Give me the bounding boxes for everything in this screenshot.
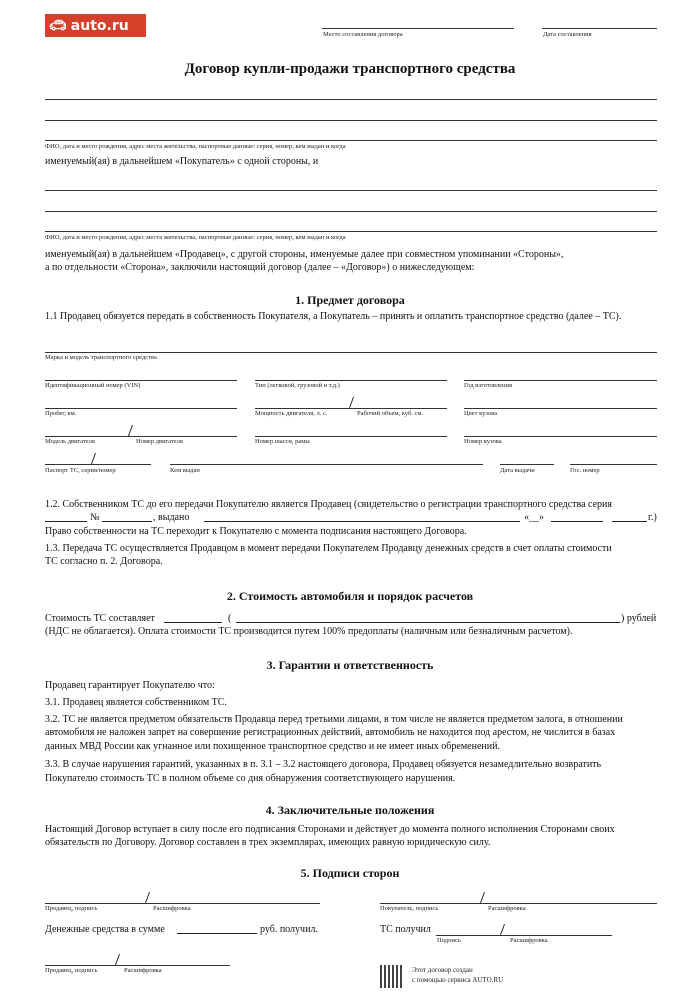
slash-separator <box>145 892 150 903</box>
vin-field[interactable] <box>45 380 237 381</box>
field-caption: Подпись <box>437 937 461 944</box>
buyer-text: именуемый(ая) в дальнейшем «Покупатель» с одной стороны, и <box>45 156 319 167</box>
color-field[interactable] <box>464 408 657 409</box>
field-caption: Цвет кузова <box>464 410 498 417</box>
paren: ( <box>228 613 232 624</box>
car-received-label: ТС получил <box>380 924 431 935</box>
footer-text: Этот договор создан <box>412 966 473 974</box>
month-field[interactable] <box>551 511 603 522</box>
slash-separator <box>128 425 133 436</box>
buyer-signature-field[interactable] <box>380 903 657 904</box>
clause-3-2: 3.2. ТС не является предметом обязательств Продавца перед третьими лицами, в том числе не является предметом залога, в отношении <box>45 714 623 725</box>
clause-1-1: 1.1 Продавец обязуется передать в собственность Покупателя, а Покупатель – принять и оплатить транспортное средство (далее – ТС). <box>45 311 622 322</box>
field-caption: Расшифровка <box>124 967 162 974</box>
field-caption: Модель двигателя <box>45 438 95 445</box>
plate-field[interactable] <box>570 464 657 465</box>
section-5-heading: 5. Подписи сторон <box>300 866 400 880</box>
seller-field-line[interactable] <box>45 231 657 232</box>
field-caption: Тип (легковой, грузовой и т.д.) <box>255 382 340 389</box>
section-4-heading: 4. Заключительные положения <box>265 803 435 817</box>
certificate-issued-by-field[interactable] <box>204 511 520 522</box>
series-field[interactable] <box>45 511 87 522</box>
seller-field-line[interactable] <box>45 211 657 212</box>
slash-separator <box>115 954 120 965</box>
mileage-field[interactable] <box>45 408 237 409</box>
clause-1-3: ТС согласно п. 2. Договора. <box>45 556 163 567</box>
number-sign: № <box>90 512 100 523</box>
field-caption: Номер кузова <box>464 438 502 445</box>
seller-text: а по отдельности «Сторона», заключили настоящий договор (далее – «Договор») о нижеследующем: <box>45 262 475 273</box>
payment-text: (НДС не облагается). Оплата стоимости ТС производится путем 100% предоплаты (наличным или безналичным расчетом). <box>45 626 573 637</box>
seller-money-signature-field[interactable] <box>45 965 230 966</box>
document-title: Договор купли-продажи транспортного средства <box>184 61 516 77</box>
clause-1-2: 1.2. Собственником ТС до его передачи Покупателю является Продавец (свидетельство о регистрации транспортного средства серия <box>45 499 613 510</box>
rubles-label: ) рублей <box>621 613 657 624</box>
clause-3-3: 3.3. В случае нарушения гарантий, указанных в п. 3.1 – 3.2 настоящего договора, Продавец обязуется незамедлительно возвратить <box>45 759 602 770</box>
auto-ru-logo: 🚗︎ auto.ru <box>45 14 146 37</box>
money-amount-field[interactable] <box>177 923 257 934</box>
issue-date-field[interactable] <box>500 464 554 465</box>
car-received-signature-field[interactable] <box>436 935 612 936</box>
clause-1-3: 1.3. Передача ТС осуществляется Продавцом в момент передачи Покупателем Продавцу денежных средств в счет оплаты стоимости <box>45 543 612 554</box>
field-caption: Кем выдан <box>170 467 200 474</box>
price-field[interactable] <box>164 612 222 623</box>
field-caption: Дата выдачи <box>500 467 535 474</box>
seller-signature-field[interactable] <box>45 903 320 904</box>
body-number-field[interactable] <box>464 436 657 437</box>
engine-field[interactable] <box>45 436 237 437</box>
date-caption: Дата составления <box>543 31 592 38</box>
year-field[interactable] <box>464 380 657 381</box>
field-caption: Идентификационный номер (VIN) <box>45 382 141 389</box>
year-suffix: г.) <box>648 512 657 523</box>
field-caption: Расшифровка <box>488 905 526 912</box>
clause-text: Продавец гарантирует Покупателю что: <box>45 680 215 691</box>
field-caption: Номер шасси, рамы <box>255 438 310 445</box>
clause-3-1: 3.1. Продавец является собственником ТС. <box>45 697 227 708</box>
field-caption: Номер двигателя <box>136 438 183 445</box>
type-field[interactable] <box>255 380 447 381</box>
slash-separator <box>349 397 354 408</box>
year-field[interactable] <box>612 511 647 522</box>
buyer-field-line[interactable] <box>45 140 657 141</box>
final-text: Настоящий Договор вступает в силу после его подписания Сторонами и действует до момента полного исполнения Сторонами своих <box>45 824 615 835</box>
seller-text: именуемый(ая) в дальнейшем «Продавец», с другой стороны, именуемые далее при совместном упоминании «Стороны», <box>45 249 564 260</box>
day-field: «__» <box>524 512 544 523</box>
field-caption: Мощность двигателя, л. с. <box>255 410 328 417</box>
buyer-field-line[interactable] <box>45 120 657 121</box>
party-caption: ФИО, дата и место рождения, адрес места жительства, паспортные данные: серия, номер, кем выдан и когда <box>45 234 346 241</box>
section-3-heading: 3. Гарантии и ответственность <box>266 658 434 672</box>
power-volume-field[interactable] <box>255 408 447 409</box>
field-caption: Продавец, подпись <box>45 967 98 974</box>
clause-3-3: Покупателю стоимость ТС в полном объеме со дня обнаружения соответствующего нарушения. <box>45 773 456 784</box>
place-caption: Место составления договора <box>323 31 403 38</box>
place-field[interactable] <box>322 28 514 29</box>
chassis-field[interactable] <box>255 436 447 437</box>
money-label: Денежные средства в сумме <box>45 924 165 935</box>
buyer-field-line[interactable] <box>45 99 657 100</box>
field-caption: Продавец, подпись <box>45 905 98 912</box>
price-label: Стоимость ТС составляет <box>45 613 155 624</box>
passport-field[interactable] <box>45 464 151 465</box>
make-field[interactable] <box>45 352 657 353</box>
footer-text: с помощью сервиса AUTO.RU <box>412 976 504 984</box>
final-text: обязательств по Договору. Договор составлен в трех экземплярах, имеющих равную юридическую силу. <box>45 837 491 848</box>
slash-separator <box>480 892 485 903</box>
price-words-field[interactable] <box>236 612 620 623</box>
number-field[interactable] <box>102 511 152 522</box>
section-1-heading: 1. Предмет договора <box>295 293 405 307</box>
field-caption: Марка и модель транспортного средства <box>45 354 157 361</box>
clause-1-2-text: Право собственности на ТС переходит к Покупателю с момента подписания настоящего Договора. <box>45 526 467 537</box>
slash-separator <box>91 453 96 464</box>
section-2-heading: 2. Стоимость автомобиля и порядок расчетов <box>226 589 474 603</box>
clause-3-2: автомобиля не наложен запрет на совершение регистрационных действий, автомобиль не находится под арестом, не числится в базах <box>45 727 616 738</box>
slash-separator <box>500 924 505 935</box>
field-caption: Расшифровка <box>153 905 191 912</box>
clause-3-2: данных МВД России как угнанное или похищенное транспортное средство и не имеет иных обременений. <box>45 741 500 752</box>
field-caption: Гос. номер <box>570 467 600 474</box>
issued-by-field[interactable] <box>170 464 483 465</box>
field-caption: Рабочий объем, куб. см. <box>357 410 424 417</box>
money-received-label: руб. получил. <box>260 924 318 935</box>
issued-label: , выдано <box>153 512 190 523</box>
field-caption: Покупатель, подпись <box>380 905 439 912</box>
seller-field-line[interactable] <box>45 190 657 191</box>
field-caption: Паспорт ТС, серия/номер <box>45 467 116 474</box>
car-icon: 🚗︎ <box>49 17 67 34</box>
field-caption: Год изготовления <box>464 382 512 389</box>
date-field[interactable] <box>542 28 657 29</box>
qr-code-icon <box>380 965 402 988</box>
field-caption: Пробег, км. <box>45 410 77 417</box>
party-caption: ФИО, дата и место рождения, адрес места жительства, паспортные данные: серия, номер, кем выдан и когда <box>45 143 346 150</box>
field-caption: Расшифровка <box>510 937 548 944</box>
